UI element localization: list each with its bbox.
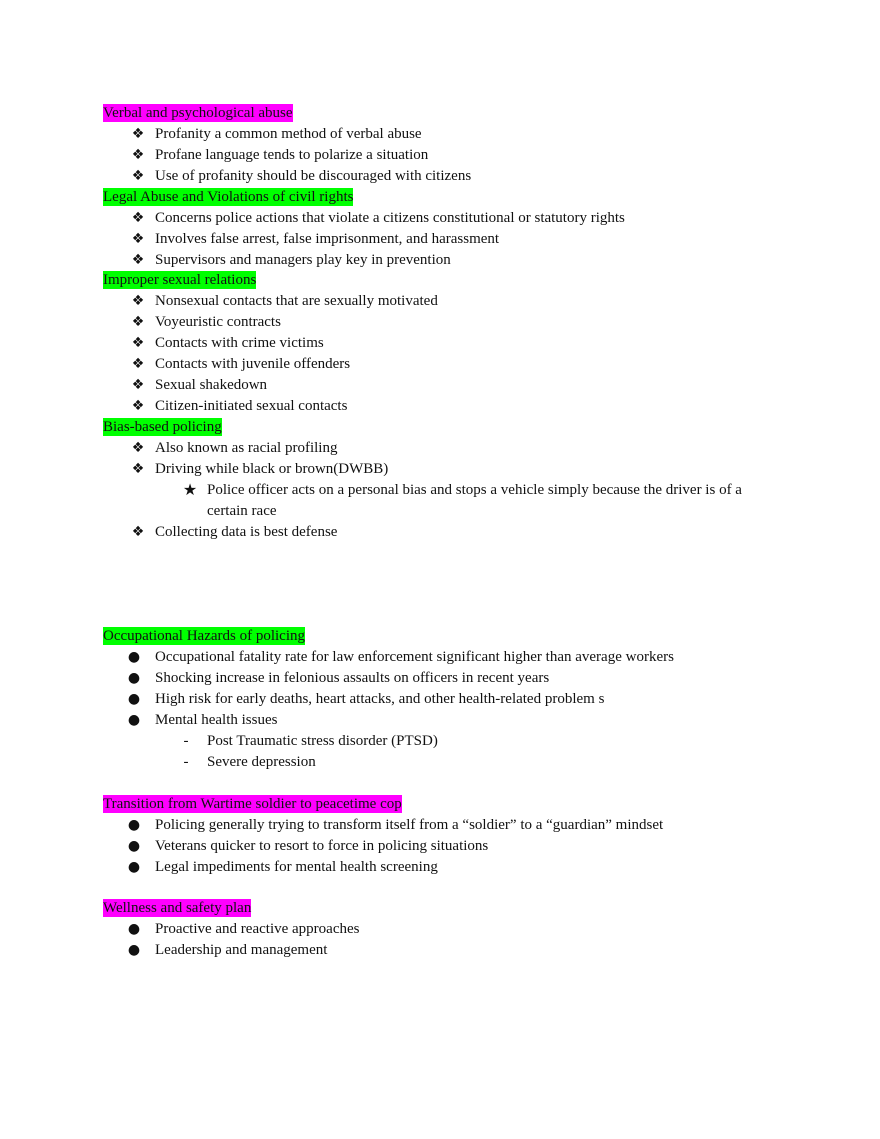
- diamond-bullet-icon: ❖: [131, 335, 145, 351]
- dash-bullet-icon: -: [183, 733, 189, 749]
- dot-bullet-icon: ●: [127, 942, 141, 958]
- diamond-bullet-icon: ❖: [131, 210, 145, 226]
- list-item: Occupational fatality rate for law enforcement significant higher than average workers: [155, 649, 674, 665]
- section-heading-improper-sexual-relations: [103, 270, 256, 290]
- list-item: Nonsexual contacts that are sexually motivated: [155, 293, 438, 309]
- list-item: Contacts with crime victims: [155, 335, 324, 351]
- list-item: Proactive and reactive approaches: [155, 921, 360, 937]
- list-item: Legal impediments for mental health screening: [155, 859, 438, 875]
- sub-list-item: Police officer acts on a personal bias and stops a vehicle simply because the driver is of a: [207, 482, 742, 498]
- dot-bullet-icon: ●: [127, 670, 141, 686]
- diamond-bullet-icon: ❖: [131, 126, 145, 142]
- list-item: Sexual shakedown: [155, 377, 268, 393]
- dash-bullet-icon: -: [183, 754, 189, 770]
- list-item: Voyeuristic contracts: [155, 314, 281, 330]
- list-item: Supervisors and managers play key in prevention: [155, 252, 451, 268]
- list-item: Collecting data is best defense: [155, 524, 338, 540]
- list-item: Citizen-initiated sexual contacts: [155, 398, 348, 414]
- diamond-bullet-icon: ❖: [131, 314, 145, 330]
- sub-list-item: Post Traumatic stress disorder (PTSD): [207, 733, 438, 749]
- list-item: Use of profanity should be discouraged with citizens: [155, 168, 472, 184]
- list-item: Profanity a common method of verbal abuse: [155, 126, 422, 142]
- list-item: Contacts with juvenile offenders: [155, 356, 351, 372]
- list-item: Driving while black or brown(DWBB): [155, 461, 389, 477]
- section-heading-verbal-abuse: [103, 103, 293, 123]
- section-heading-wellness-safety: [103, 898, 251, 918]
- section-heading-legal-abuse: [103, 187, 353, 207]
- heading-highlight: Legal Abuse and Violations of civil rights: [103, 189, 354, 205]
- list-item: High risk for early deaths, heart attacks, and other health-related problem s: [155, 691, 605, 707]
- dot-bullet-icon: ●: [127, 921, 141, 937]
- dot-bullet-icon: ●: [127, 712, 141, 728]
- diamond-bullet-icon: ❖: [131, 147, 145, 163]
- diamond-bullet-icon: ❖: [131, 293, 145, 309]
- diamond-bullet-icon: ❖: [131, 231, 145, 247]
- list-item: Leadership and management: [155, 942, 328, 958]
- dot-bullet-icon: ●: [127, 691, 141, 707]
- list-item: Mental health issues: [155, 712, 278, 728]
- heading-highlight: Wellness and safety plan: [103, 900, 252, 916]
- diamond-bullet-icon: ❖: [131, 440, 145, 456]
- section-heading-bias-based-policing: [103, 417, 222, 437]
- section-heading-wartime-transition: [103, 794, 402, 814]
- dot-bullet-icon: ●: [127, 817, 141, 833]
- diamond-bullet-icon: ❖: [131, 461, 145, 477]
- diamond-bullet-icon: ❖: [131, 356, 145, 372]
- list-item: Shocking increase in felonious assaults on officers in recent years: [155, 670, 550, 686]
- sub-list-item-continuation: certain race: [207, 503, 277, 519]
- heading-highlight: Bias-based policing: [103, 419, 222, 435]
- heading-highlight: Verbal and psychological abuse: [103, 105, 293, 121]
- list-item: Also known as racial profiling: [155, 440, 338, 456]
- sub-list-item: Severe depression: [207, 754, 316, 770]
- diamond-bullet-icon: ❖: [131, 252, 145, 268]
- dot-bullet-icon: ●: [127, 649, 141, 665]
- heading-highlight: Transition from Wartime soldier to peacetime cop: [103, 796, 402, 812]
- diamond-bullet-icon: ❖: [131, 377, 145, 393]
- diamond-bullet-icon: ❖: [131, 524, 145, 540]
- dot-bullet-icon: ●: [127, 859, 141, 875]
- list-item: Involves false arrest, false imprisonment, and harassment: [155, 231, 500, 247]
- heading-highlight: Improper sexual relations: [103, 272, 257, 288]
- list-item: Profane language tends to polarize a situation: [155, 147, 429, 163]
- list-item: Concerns police actions that violate a citizens constitutional or statutory rights: [155, 210, 625, 226]
- heading-highlight: Occupational Hazards of policing: [103, 628, 306, 644]
- list-item: Policing generally trying to transform itself from a “soldier” to a “guardian” mindset: [155, 817, 664, 833]
- star-bullet-icon: ★: [182, 480, 198, 499]
- list-item: Veterans quicker to resort to force in policing situations: [155, 838, 489, 854]
- diamond-bullet-icon: ❖: [131, 168, 145, 184]
- dot-bullet-icon: ●: [127, 838, 141, 854]
- section-heading-occupational-hazards: [103, 626, 305, 646]
- diamond-bullet-icon: ❖: [131, 398, 145, 414]
